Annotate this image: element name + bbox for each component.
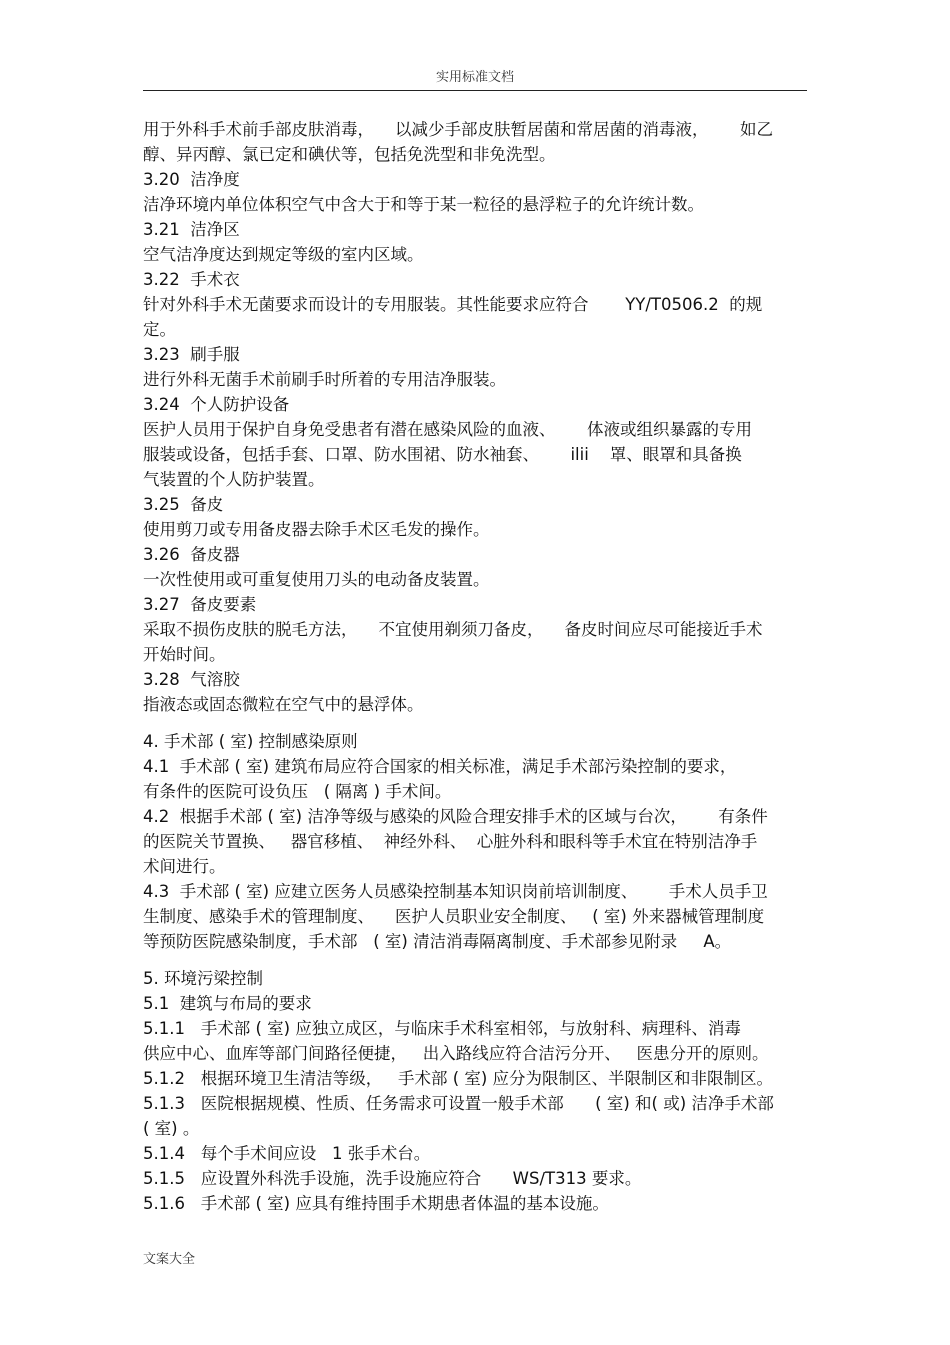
text-line: 5.1.1 手术部 ( 室) 应独立成区，与临床手术科室相邻，与放射科、病理科、消毒 (143, 1019, 741, 1038)
text-line: 服装或设备，包括手套、口罩、防水围裙、防水袖套、 ilii 罩、眼罩和具备换 (143, 445, 742, 464)
text-line: 洁净环境内单位体积空气中含大于和等于某一粒径的悬浮粒子的允许统计数。 (143, 195, 704, 214)
text-line: 空气洁净度达到规定等级的室内区域。 (143, 245, 424, 264)
text-line: 5.1.2 根据环境卫生清洁等级， 手术部 ( 室) 应分为限制区、半限制区和非限制区。 (143, 1069, 774, 1088)
section-gap (143, 717, 807, 729)
text-line: 3.28 气溶胶 (143, 670, 240, 689)
text-line: 3.21 洁净区 (143, 220, 240, 239)
page-footer: 文案大全 (143, 1252, 196, 1267)
text-line: 采取不损伤皮肤的脱毛方法， 不宜使用剃须刀备皮， 备皮时间应尽可能接近手术 (143, 620, 763, 639)
text-line: 开始时间。 (143, 645, 226, 664)
text-line: 4.2 根据手术部 ( 室) 洁净等级与感染的风险合理安排手术的区域与台次， 有条件 (143, 807, 768, 826)
text-line: 3.26 备皮器 (143, 545, 240, 564)
text-line: 3.24 个人防护设备 (143, 395, 290, 414)
text-line: 5.1.6 手术部 ( 室) 应具有维持围手术期患者体温的基本设施。 (143, 1194, 609, 1213)
text-line: 一次性使用或可重复使用刀头的电动备皮装置。 (143, 570, 490, 589)
text-line: 3.27 备皮要素 (143, 595, 257, 614)
text-line: 等预防医院感染制度，手术部 ( 室) 清洁消毒隔离制度、手术部参见附录 A。 (143, 932, 732, 951)
text-line: 进行外科无菌手术前刷手时所着的专用洁净服装。 (143, 370, 506, 389)
text-line: ( 室) 。 (143, 1119, 200, 1138)
text-line: 5.1 建筑与布局的要求 (143, 994, 312, 1013)
text-line: 有条件的医院可设负压 ( 隔离 ) 手术间。 (143, 782, 452, 801)
text-line: 气装置的个人防护装置。 (143, 470, 325, 489)
header-divider (143, 90, 807, 91)
text-line: 针对外科手术无菌要求而设计的专用服装。其性能要求应符合 YY/T0506.2 的规 (143, 295, 763, 314)
text-line: 医护人员用于保护自身免受患者有潜在感染风险的血液、 体液或组织暴露的专用 (143, 420, 752, 439)
text-line: 3.25 备皮 (143, 495, 224, 514)
text-line: 4. 手术部 ( 室) 控制感染原则 (143, 732, 358, 751)
text-line: 供应中心、血库等部门间路径便捷， 出入路线应符合洁污分开、 医患分开的原则。 (143, 1044, 769, 1063)
text-line: 的医院关节置换、 器官移植、 神经外科、 心脏外科和眼科等手术宜在特别洁净手 (143, 832, 758, 851)
text-line: 指液态或固态微粒在空气中的悬浮体。 (143, 695, 424, 714)
text-line: 3.22 手术衣 (143, 270, 240, 289)
text-line: 生制度、感染手术的管理制度、 医护人员职业安全制度、 ( 室) 外来器械管理制度 (143, 907, 765, 926)
text-line: 定。 (143, 320, 176, 339)
text-line: 4.1 手术部 ( 室) 建筑布局应符合国家的相关标准，满足手术部污染控制的要求， (143, 757, 737, 776)
text-line: 5.1.4 每个手术间应设 1 张手术台。 (143, 1144, 431, 1163)
document-body (143, 117, 807, 1216)
section-gap (143, 954, 807, 966)
text-line: 4.3 手术部 ( 室) 应建立医务人员感染控制基本知识岗前培训制度、 手术人员手卫 (143, 882, 768, 901)
text-line: 5.1.3 医院根据规模、性质、任务需求可设置一般手术部 ( 室) 和( 或) 洁净手术部 (143, 1094, 774, 1113)
text-line: 使用剪刀或专用备皮器去除手术区毛发的操作。 (143, 520, 490, 539)
text-line: 5.1.5 应设置外科洗手设施，洗手设施应符合 WS∕T313 要求。 (143, 1169, 642, 1188)
text-line: 3.23 刷手服 (143, 345, 240, 364)
text-line: 醇、异丙醇、氯已定和碘伏等，包括免洗型和非免洗型。 (143, 145, 556, 164)
text-line: 5. 环境污梁控制 (143, 969, 263, 988)
text-line: 3.20 洁净度 (143, 170, 240, 189)
text-line: 用于外科手术前手部皮肤消毒， 以减少手部皮肤暂居菌和常居菌的消毒液， 如乙 (143, 120, 773, 139)
page-header: 实用标准文档 (435, 70, 514, 85)
text-line: 术间进行。 (143, 857, 226, 876)
